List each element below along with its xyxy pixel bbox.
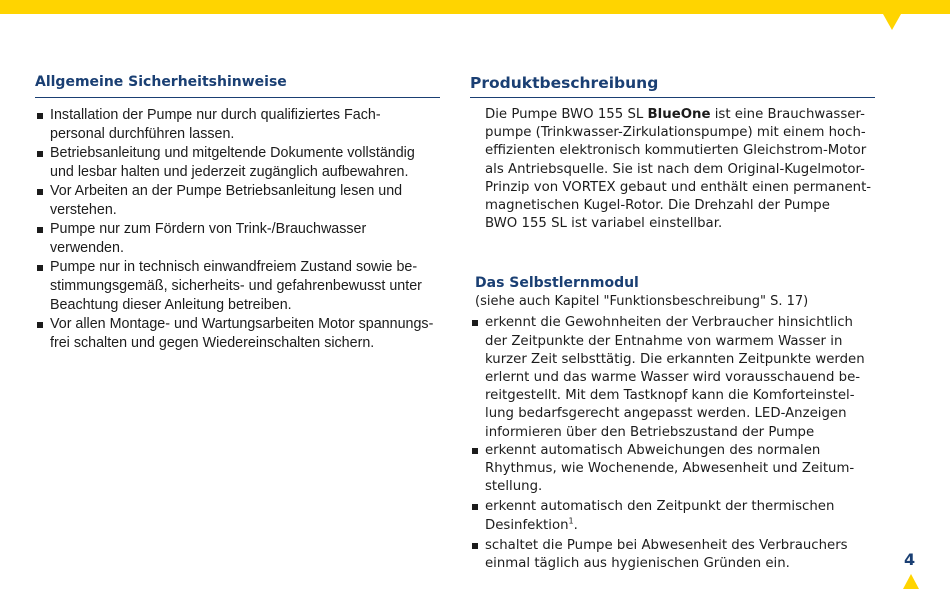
list-item: erkennt automatisch den Zeitpunkt der thermischen Desinfektion$^1$. <box>470 498 875 534</box>
list-item: Betriebsanleitung und mitgeltende Dokumente vollständig und lesbar halten und jederzeit zugänglich aufbewahren. <box>35 144 440 182</box>
list-item: erkennt die Gewohnheiten der Verbraucher hinsichtlich der Zeitpunkte der Entnahme von warmem Wasser in kurzer Zeit selbsttätig. Die erkannten Zeitpunkte werden erlernt und das warme Wasser wird vorausschauend be- reitgestellt. Mit dem Tastknopf kann die Komforteinstel- lung bedarfsgerecht angepasst werden. LED-Anzeigen informieren über den Betriebszustand der Pumpe <box>470 314 875 441</box>
top-accent-bar <box>0 0 950 14</box>
module-list <box>470 314 875 573</box>
product-heading: Produktbeschreibung <box>470 74 875 98</box>
list-item: erkennt automatisch Abweichungen des normalen Rhythmus, wie Wochenende, Abwesenheit und Zeitum- stellung. <box>470 442 875 497</box>
product-description: Die Pumpe BWO 155 SL BlueOne ist eine Brauchwasser- pumpe (Trinkwasser-Zirkulationspumpe) mit einem hoch- effizienten elektronisch kommutierten Gleichstrom-Motor als Antriebsquelle. Sie ist nach dem Original-Kugelmotor- Prinzip von VORTEX gebaut und enthält einen permanent- magnetischen Kugel-Rotor. Die Drehzahl der Pumpe BWO 155 SL ist variabel einstellbar. <box>485 107 872 232</box>
safety-list <box>35 106 440 353</box>
list-item: Pumpe nur in technisch einwandfreiem Zustand sowie be- stimmungsgemäß, sicherheits- und gefahrenbewusst unter Beachtung dieser Anleitung betreiben. <box>35 258 440 315</box>
footnote-marker: 1 <box>568 516 574 526</box>
bottom-triangle-marker <box>903 574 919 589</box>
brand-name: BlueOne <box>647 107 711 122</box>
safety-heading: Allgemeine Sicherheitshinweise <box>35 74 440 98</box>
chapter-reference: (siehe auch Kapitel "Funktionsbeschreibung" S. 17) <box>475 294 809 310</box>
top-triangle-marker <box>883 14 901 30</box>
list-item: Pumpe nur zum Fördern von Trink-/Brauchwasser verwenden. <box>35 220 440 258</box>
list-item: Vor allen Montage- und Wartungsarbeiten Motor spannungs- frei schalten und gegen Wiedereinschalten sichern. <box>35 315 440 353</box>
page-number: 4 <box>904 550 916 569</box>
product-section <box>470 74 875 573</box>
list-item: Installation der Pumpe nur durch qualifiziertes Fach- personal durchführen lassen. <box>35 106 440 144</box>
list-item: Vor Arbeiten an der Pumpe Betriebsanleitung lesen und verstehen. <box>35 182 440 220</box>
module-heading: Das Selbstlernmodul <box>475 275 639 292</box>
safety-section <box>35 74 440 353</box>
list-item: schaltet die Pumpe bei Abwesenheit des Verbrauchers einmal täglich aus hygienischen Gründen ein. <box>470 537 875 573</box>
